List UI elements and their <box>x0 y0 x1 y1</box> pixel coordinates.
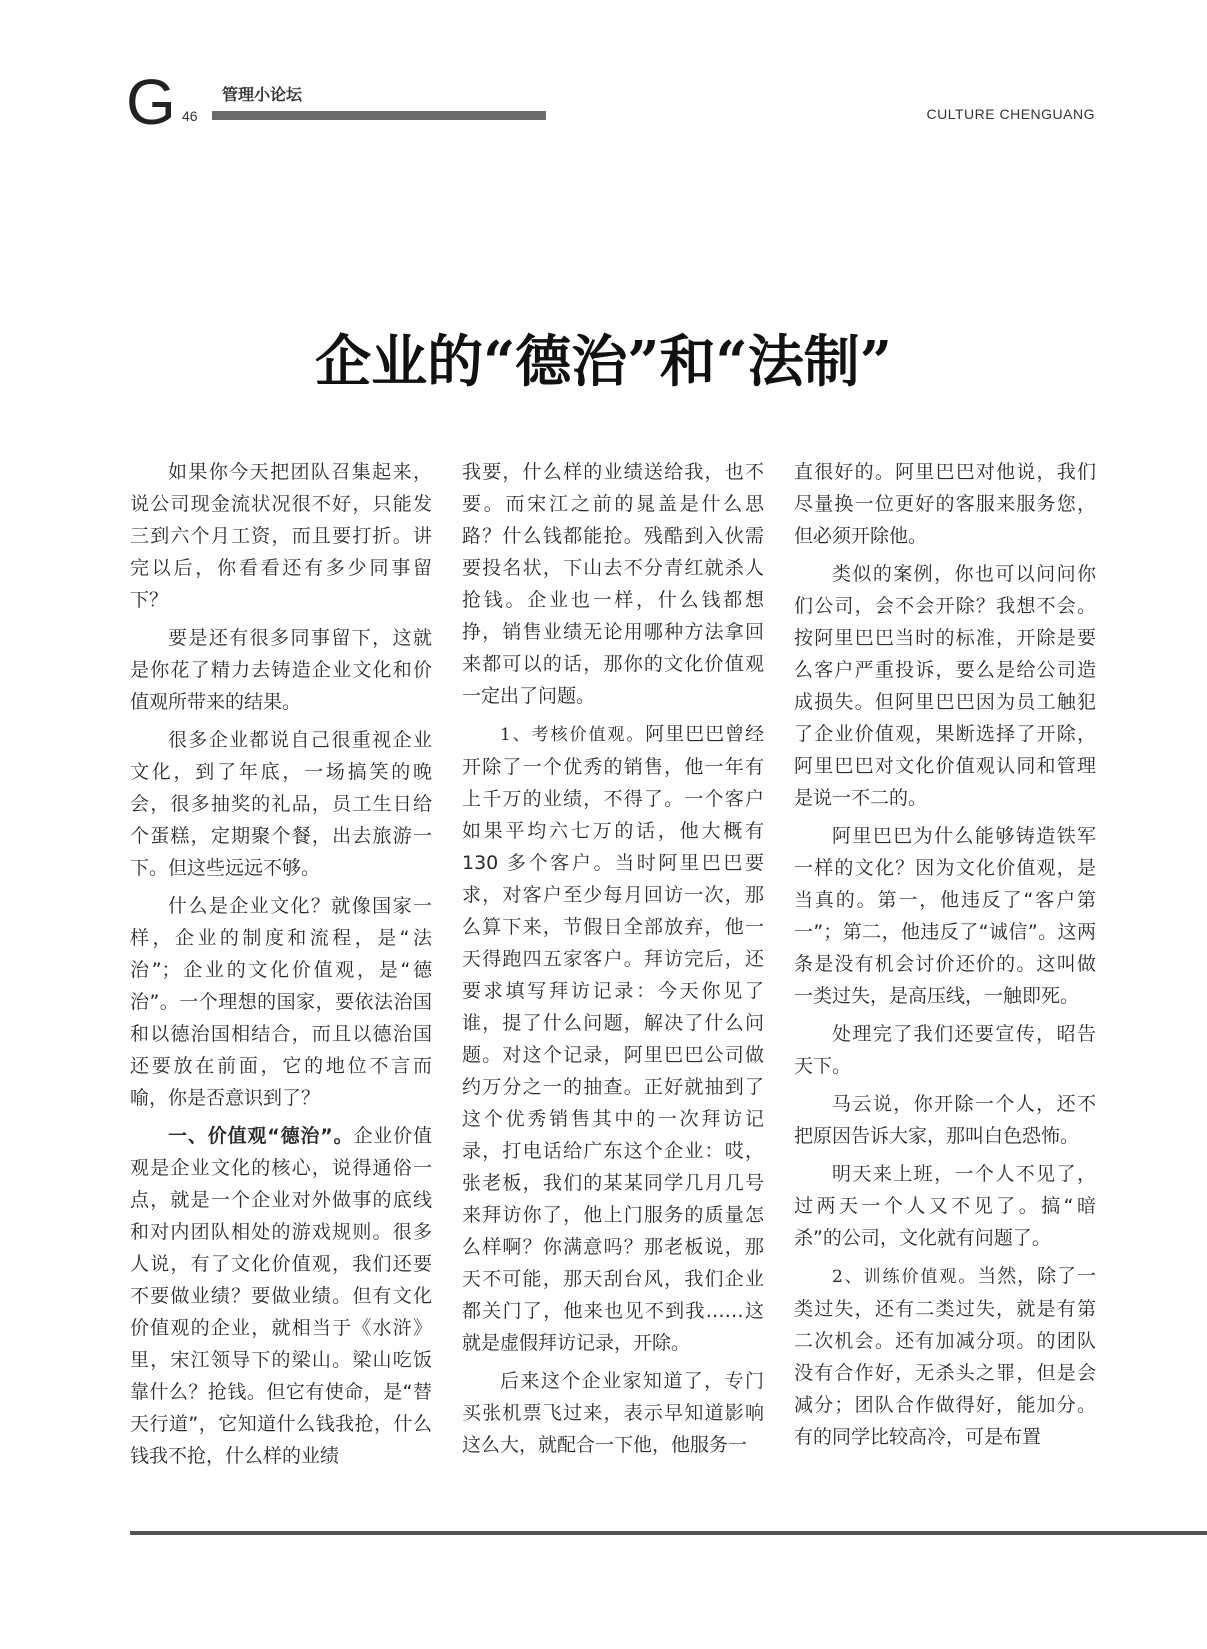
article-title: 企业的“德治”和“法制” <box>315 329 892 395</box>
paragraph: 马云说，你开除一个人，还不把原因告诉大家，那叫白色恐怖。 <box>794 1093 1096 1147</box>
paragraph: 如果你今天把团队召集起来，说公司现金流状况很不好，只能发三到六个月工资，而且要打折。讲完以后，你看看还有多少同事留下？ <box>130 461 432 611</box>
paragraph <box>130 1120 432 1472</box>
paragraph: 要是还有很多同事留下，这就是你花了精力去铸造企业文化和价值观所带来的结果。 <box>130 627 432 713</box>
article-column-2 <box>462 456 764 1467</box>
paragraph: 阿里巴巴为什么能够铸造铁军一样的文化？因为文化价值观，是当真的。第一，他违反了“客户第一”；第二，他违反了“诚信”。这两条是没有机会讨价还价的。这叫做一类过失，是高压线，一触即死。 <box>794 825 1096 1007</box>
paragraph: 直很好的。阿里巴巴对他说，我们尽量换一位更好的客服来服务您，但必须开除他。 <box>794 461 1096 547</box>
paragraph: 什么是企业文化？就像国家一样，企业的制度和流程，是“法治”；企业的文化价值观，是“德治”。一个理想的国家，要依法治国和以德治国相结合，而且以德治国还要放在前面，它的地位不言而喻，你是否意识到了？ <box>130 895 432 1109</box>
subheading: 1、考核价值观。 <box>500 725 646 745</box>
section-name: 管理小论坛 <box>222 85 303 104</box>
page-number: 46 <box>182 108 198 124</box>
article-column-3 <box>794 456 1096 1459</box>
magazine-name: CULTURE CHENGUANG <box>926 106 1095 122</box>
paragraph: 后来这个企业家知道了，专门买张机票飞过来，表示早知道影响这么大，就配合一下他，他服务一 <box>462 1370 764 1456</box>
subheading: 2、训练价值观。 <box>832 1267 978 1287</box>
paragraph-body: 阿里巴巴曾经开除了一个优秀的销售，他一年有上千万的业绩，不得了。一个客户如果平均六七万的话，他大概有130 多个客户。当时阿里巴巴要求，对客户至少每月回访一次，那么算下来，节假日全部放弃，他一天得跑四五家客户。拜访完后，还要求填写拜访记录：今天你见了谁，提了什么问题，解决了什么问题。对这个记录，阿里巴巴公司做约万分之一的抽查。正好就抽到了这个优秀销售其中的一次拜访记录，打电话给广东这个企业：哎，张老板，我们的某某同学几月几号来拜访你了，他上门服务的质量怎么样啊？你满意吗？那老板说，那天不可能，那天刮台风，我们企业都关门了，他来也见不到我……这就是虚假拜访记录，开除。 <box>462 723 764 1354</box>
paragraph: 类似的案例，你也可以问问你们公司，会不会开除？我想不会。按阿里巴巴当时的标准，开除是要么客户严重投诉，要么是给公司造成损失。但阿里巴巴因为员工触犯了企业价值观，果断选择了开除，阿里巴巴对文化价值观认同和管理是说一不二的。 <box>794 563 1096 809</box>
section-letter: G <box>126 66 176 138</box>
paragraph: 我要，什么样的业绩送给我，也不要。而宋江之前的晁盖是什么思路？什么钱都能抢。残酷到入伙需要投名状，下山去不分青红就杀人抢钱。企业也一样，什么钱都想挣，销售业绩无论用哪种方法拿回来都可以的话，那你的文化价值观一定出了问题。 <box>462 461 764 707</box>
paragraph-body: 当然，除了一类过失，还有二类过失，就是有第二次机会。还有加减分项。的团队没有合作好，无杀头之罪，但是会减分；团队合作做得好，能加分。有的同学比较高冷，可是布置 <box>794 1265 1096 1448</box>
paragraph-body: 企业价值观是企业文化的核心，说得通俗一点，就是一个企业对外做事的底线和对内团队相处的游戏规则。很多人说，有了文化价值观，我们还要不要做业绩？要做业绩。但有文化价值观的企业，就相当于《水浒》里，宋江领导下的梁山。梁山吃饭靠什么？抢钱。但它有使命，是“替天行道”，它知道什么钱我抢，什么钱我不抢，什么样的业绩 <box>130 1125 432 1467</box>
paragraph <box>794 1260 1096 1453</box>
header-bar <box>212 111 546 120</box>
paragraph <box>462 718 764 1359</box>
article-column-1 <box>130 456 432 1478</box>
paragraph: 明天来上班，一个人不见了，过两天一个人又不见了。搞“暗杀”的公司，文化就有问题了。 <box>794 1163 1096 1249</box>
footer-rule <box>130 1531 1207 1535</box>
paragraph: 处理完了我们还要宣传，昭告天下。 <box>794 1023 1096 1077</box>
paragraph: 很多企业都说自己很重视企业文化，到了年底，一场搞笑的晚会，很多抽奖的礼品，员工生日给个蛋糕，定期聚个餐，出去旅游一下。但这些远远不够。 <box>130 729 432 879</box>
subheading: 一、价值观“德治”。 <box>168 1125 354 1147</box>
